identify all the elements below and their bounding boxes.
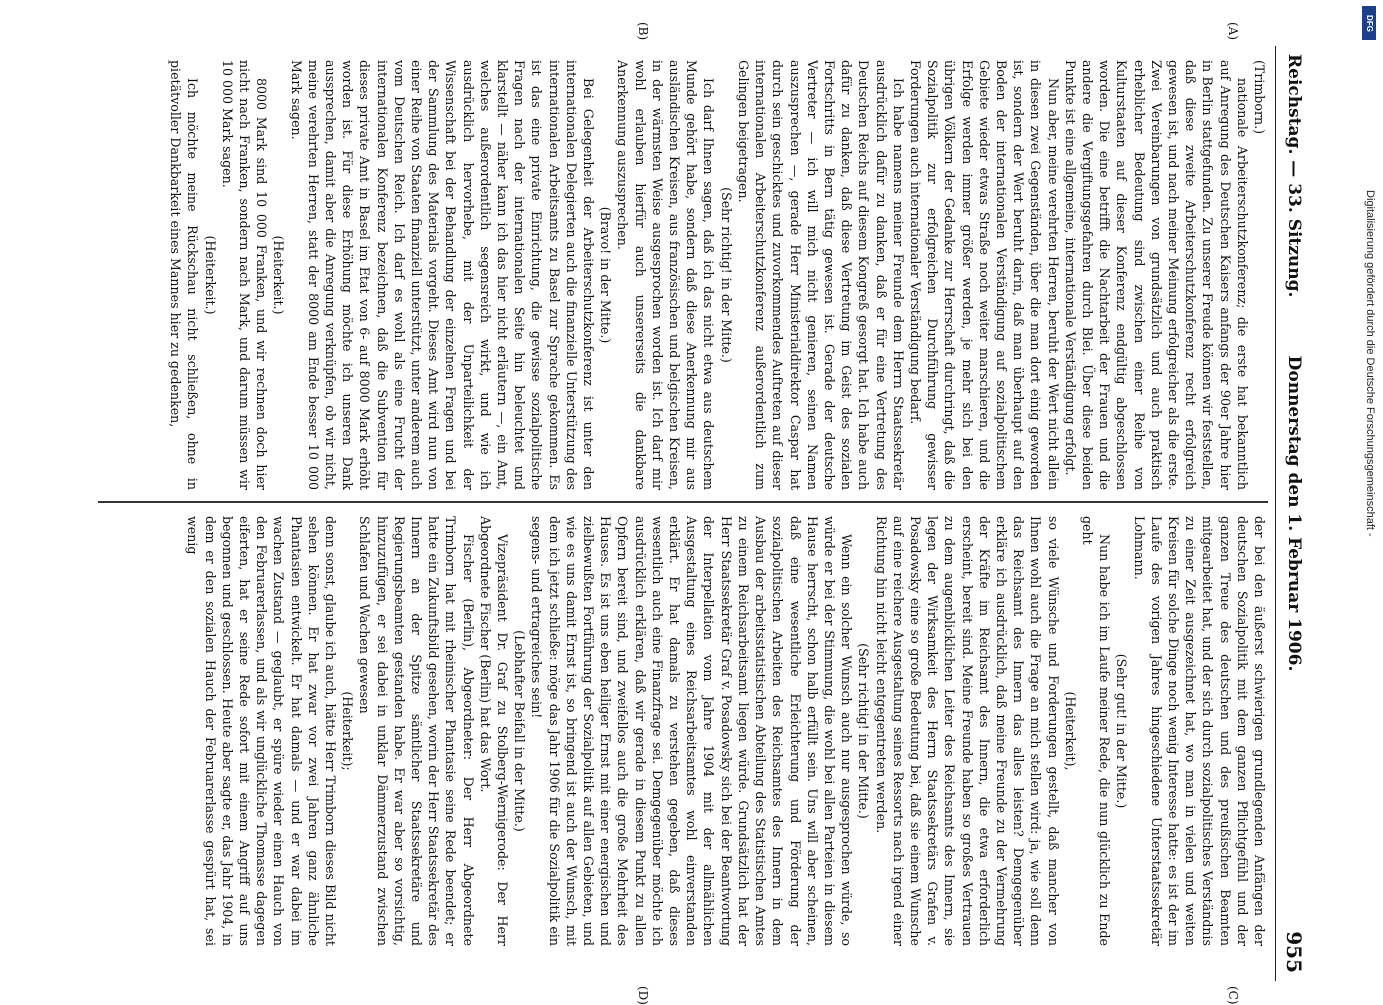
paragraph: Vizepräsident Dr. Graf zu Stolberg-Wernigerode: Der Herr Abgeordnete Fischer (Berlin) hat das Wort. xyxy=(477,516,511,946)
paragraph: nationale Arbeiterschutzkonferenz; die erste hat bekanntlich auf Anregung des Deutschen Kaisers anfangs der 90er Jahre hier in Berlin stattgefunden. Zu unserer Freude können wir feststellen, daß diese zweite Arbeiterschutzkonferenz recht erfolgreich gewesen ist, und nach meiner Meinung erfolgreicher als die erste. Zwei Vereinbarungen von grundsätzlich und auch praktisch erheblicher Bedeutung sind zwischen einer Reihe von Kulturstaaten auf dieser Konferenz endgültig abgeschlossen worden. Die eine betrifft die Nachtarbeit der Frauen und die andere die Vergiftungsgefahren durch Blei. Über diese beiden Punkte ist eine allgemeine, internationale Verständigung erfolgt. xyxy=(1062,60,1250,490)
interjection: (Heiterkeit); xyxy=(340,691,356,771)
dfg-logo-text: DFG xyxy=(1364,14,1374,32)
interjection: (Sehr richtig! in der Mitte.) xyxy=(718,187,734,363)
margin-mark-b: (B) xyxy=(636,22,650,41)
column-divider xyxy=(98,501,1268,503)
left-column xyxy=(118,60,1268,490)
paragraph: Fischer (Berlin), Abgeordneter: Der Herr Abgeordnete Trimborn hat mit rheinischer Phantasie seine Rede beendet; er hatte ein Zukunftsbild gesehen, worin der Herr Staatssekretär des Innern an der Spitze sämtlicher Staatssekretäre und Regierungsbeamten gestanden habe. Er war aber so vorsichtig, hinzuzufügen, er sei dabei in unklar Dämmerzustand zwischen Schlafen und Wachen gewesen xyxy=(357,516,476,946)
margin-mark-d: (D) xyxy=(636,986,650,1005)
interjection: (Heiterkeit.) xyxy=(271,235,287,315)
right-column xyxy=(118,516,1268,946)
paragraph: so viele Wünsche und Forderungen gestellt, daß mancher von Ihnen wohl auch die Frage an mich stellen wird: ja, wie soll denn das Reichsamt des Innern das alles leisten? Demgegenüber erkläre ich ausdrücklich, daß meine Freunde zu der Vermehrung der Kräfte im Reichsamt des Innern, die etwa erforderlich erscheint, bereit sind. Meine Freunde haben so großes Vertrauen zu dem augenblicklichen Leiter des Reichsamts des Innern, sie legen der Wirksamkeit des Herrn Staatssekretärs Grafen v. Posadowsky eine so große Bedeutung bei, daß sie einem Wunsche auf eine reichere Ausgestaltung seines Ressorts nach irgend einer Richtung hin nicht leicht entgegentreten werden. xyxy=(873,516,1061,946)
paragraph: Nun habe ich im Laufe meiner Rede, die nun glücklich zu Ende geht xyxy=(1079,516,1113,946)
interjection: (Sehr gut! in der Mitte.) xyxy=(1114,653,1130,809)
paragraph: 8000 Mark sind 10 000 Franken, und wir rechnen doch hier nicht nach Franken, sondern nach Mark, und darum müssen wir 10 000 Mark sagen. xyxy=(219,60,270,490)
paragraph: denn sonst, glaube ich auch, hätte Herr Trimborn dieses Bild nicht sehen können. Er hat zwar vor zwei Jahren ganz ähnliche Phantasien entwickelt. Er hat damals — und er war dabei im wachen Zustand — geglaubt, er spüre wieder einen Hauch von den Februarerlassen, und als wir unglückliche Thomasse dagegen eiferten, hat er seine Rede sofort mit einem Angriff auf uns begonnen und geschlossen. Heute aber sagte er, das Jahr 1904, in dem er den sozialen Hauch der Februarerlasse gespürt hat, sei wenig xyxy=(185,516,339,946)
paragraph: der bei den äußerst schwierigen grundlegenden Anfängen der deutschen Sozialpolitik mit dem ganzen Pflichtgefühl und der ganzen Treue des deutschen und des preußischen Beamten mitgearbeitet hat, und der sich durch sozialpolitisches Verständnis zu einer Zeit ausgezeichnet hat, wo man in vielen und weiten Kreisen für solche Dinge noch wenig Interesse hatte: es ist der im Laufe des vorigen Jahres hingeschiedene Unterstaatssekretär Lohmann. xyxy=(1131,516,1267,946)
margin-mark-a: (A) xyxy=(1226,22,1240,41)
page-number: 955 xyxy=(1282,931,1306,973)
paragraph: Ich habe namens meiner Freunde dem Herrn Staatssekretär ausdrücklich dafür zu danken, daß er für eine Vertretung des Deutschen Reichs auf diesem Kongreß gesorgt hat. Ich habe auch dafür zu danken, daß diese Vertretung im Geist des sozialen Fortschritts in Bern tätig gewesen ist. Gerade der deutsche Vertreter — ich will mich nicht genieren, seinen Namen auszusprechen —, gerade Herr Ministerialdirektor Caspar hat durch sein geschicktes und zuvorkommendes Auftreten auf dieser internationalen Arbeiterschutzkonferenz außerordentlich zum Gelingen beigetragen. xyxy=(735,60,906,490)
interjection: (Bravo! in der Mitte.) xyxy=(598,206,614,344)
header-left: Reichstag. — 33. Sitzung. xyxy=(1284,54,1304,298)
interjection: (Sehr richtig! in der Mitte.) xyxy=(856,643,872,819)
paragraph: Ich möchte meine Rückschau nicht schließen, ohne in pietätvoller Dankbarkeit eines Mannes hier zu gedenken, xyxy=(168,60,201,490)
page-header xyxy=(1275,46,1310,981)
header-date: Donnerstag den 1. Februar 1906. xyxy=(1284,355,1304,672)
digitization-notice: Digitalisierung gefördert durch die Deutsche Forschungsgemeinschaft - xyxy=(1364,190,1376,537)
interjection: (Heiterkeit), xyxy=(1062,691,1078,771)
interjection: (Lebhafter Beifall in der Mitte.) xyxy=(512,630,528,832)
speaker-head: (Trimborn.) xyxy=(1252,60,1267,134)
paragraph: Nun aber, meine verehrten Herren, beruht der Wert nicht allein in diesen zwei Gegenständen, über die man dort einig geworden ist, sondern der Wert beruht darin, daß man überhaupt auf den Boden der internationalen Verständigung auf sozialpolitischem Gebiete wieder etwas Straße noch weiter marschieren, und die Erfolge werden immer größer werden, je mehr sich bei den übrigen Völkern der Gedanke zur Herrschaft durchringt, daß die Sozialpolitik zur erfolgreichen Durchführung gewisser Forderungen auch internationaler Verständigung bedarf. xyxy=(907,60,1061,490)
paragraph: Bei Gelegenheit der Arbeiterschutzkonferenz ist unter den internationalen Delegierten auch die finanzielle Unterstützung des internationalen Arbeitsamts zu Basel zur Sprache gekommen. Es ist das eine private Einrichtung, die gewisse sozialpolitische Fragen nach der internationalen Seite hin beleuchtet und klarstellt — näher kann ich das hier nicht erläutern —, ein Amt, welches außerordentlich segensreich wirkt, und wie ich ausdrücklich hervorhebe, mit der Unparteilichkeit der Wissenschaft bei der Behandlung der einzelnen Fragen und bei der Sammlung des Materials vorgeht. Dieses Amt wird nun von einer Reihe von Staaten finanziell unterstützt, unter anderem auch vom Deutschen Reich. Ich darf es wohl als eine Frucht der internationalen Konferenz bezeichnen, daß die Subvention für dieses private Amt in Basel im Etat von 6- auf 8000 Mark erhöht worden ist. Für diese Erhöhung möchte ich unseren Dank aussprechen, damit aber die Anregung verknüpfen, ob wir nicht, meine verehrten Herren, statt der 8000 am Ende besser 10 000 Mark sagen. xyxy=(288,60,597,490)
dfg-logo xyxy=(1362,6,1376,40)
interjection: (Heiterkeit.) xyxy=(202,235,218,315)
paragraph: Ich darf Ihnen sagen, daß ich das nicht etwa aus deutschem Munde gehört habe, sondern daß diese Anerkennung mir aus ausländischen Kreisen, aus französischen und belgischen Kreisen, in der wärmsten Weise ausgesprochen worden ist. Ich darf mir wohl erlauben hierfür auch unsererseits die dankbare Anerkennung auszusprechen. xyxy=(615,60,717,490)
paragraph: Wenn ein solcher Wunsch auch nur ausgesprochen würde, so würde er bei der Stimmung, die wohl bei allen Parteien in diesem Hause herrscht, schon halb erfüllt sein. Uns will aber scheinen, daß eine wesentliche Erleichterung und Förderung der sozialpolitischen Arbeiten des Reichsamtes des Innern in dem Ausbau der arbeitsstatistischen Abteilung des Statistischen Amtes zu einem Reichsarbeitsamt liegen würde. Grundsätzlich hat der Herr Staatssekretär Graf v. Posadowsky sich bei der Beantwortung der Interpellation vom Jahre 1904 mit der allmählichen Ausgestaltung eines Reichsarbeitsamtes wohl einverstanden erklärt. Er hat damals zu verstehen gegeben, daß dieses wesentlich auch eine Finanzfrage sei. Demgegenüber möchte ich ausdrücklich erklären, daß wir gerade in diesem Punkt zu allen Opfern bereit sind, und zweifellos auch die große Mehrheit des Hauses. Es ist uns eben heiliger Ernst mit einer energischen und zielbewußten Fortführung der Sozialpolitik auf allen Gebieten, und wie es uns damit Ernst ist, so bringend ist auch der Wunsch, mit dem ich jetzt schließe: möge das Jahr 1906 für die Sozialpolitik ein segens- und ertragreiches sein! xyxy=(529,516,855,946)
rotated-document xyxy=(65,22,1310,1005)
margin-mark-c: (C) xyxy=(1226,986,1240,1005)
